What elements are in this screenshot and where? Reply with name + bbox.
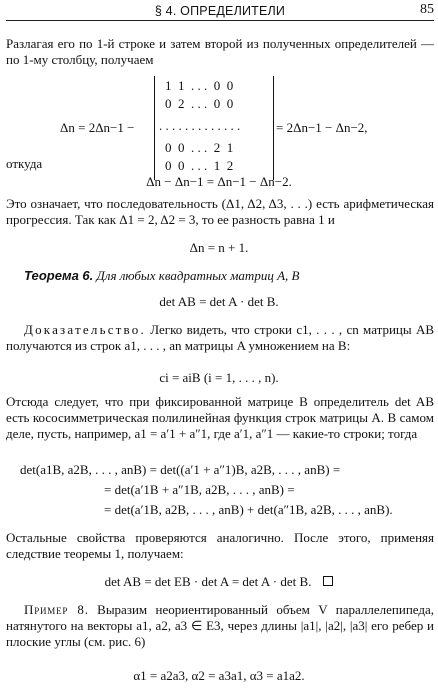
end-of-proof-icon [323,576,333,586]
intro-paragraph: Разлагая его по 1-й строке и затем второй из полученных определителей — по 1-му столбцу, получаем [6,36,434,67]
equation-6-line-1: det(a1B, a2B, . . . , anB) = det((a′1 + a″1)B, a2B, . . . , anB) = [20,462,341,477]
equation-3: Δn = n + 1. [189,240,249,255]
equation-7 [0,574,438,590]
equation-6-line-3: = det(a′1B, a2B, . . . , anB) + det(a″1B, a2B, . . . , anB). [104,502,393,517]
chapter-title: § 4. ОПРЕДЕЛИТЕЛИ [154,4,286,18]
equation-1-left [60,120,134,136]
progression-paragraph: Это означает, что последовательность (Δ1, Δ2, Δ3, . . .) есть арифметическая прогрессия. Так как Δ1 = 2, Δ2 = 3, то ее разность равна 1 и [6,196,434,227]
example-text: Выразим неориентированный объем V параллелепипеда, натянутого на векторы a1, a2, a3 ∈ E3, через длины |a1|, |a2|, |a3| его ребер и плоские углы (см. рис. 6) [6,602,435,649]
matrix-row-3: . . . . . . . . . . . . . [159,118,241,133]
page-number: 85 [420,2,434,17]
matrix-row-2: 0 2 . . . 0 0 [165,96,234,111]
equation-6-line-2: = det(a′1B + a″1B, a2B, . . . , anB) = [104,482,295,497]
matrix-row-4: 0 0 . . . 2 1 [165,140,234,155]
equation-2: Δn − Δn−1 = Δn−1 − Δn−2. [146,174,292,189]
example-label: Пример 8. [24,602,89,617]
fixed-matrix-paragraph: Отсюда следует, что при фиксированной матрице B определитель det AB есть кососимметрическая полилинейная функция строк матрицы A. В самом деле, пусть, например, a1 = a′1 + a″1, где a′1, a″1 — какие-то строки; тогда [6,394,434,441]
theorem-6 [24,268,299,284]
matrix-row-5: 0 0 . . . 1 2 [165,158,234,173]
equation-4: det AB = det A · det B. [159,294,279,309]
matrix-row-1: 1 1 . . . 0 0 [165,78,234,93]
equation-1-left-text: Δn = 2Δn−1 − [60,120,135,135]
equation-7-text: det AB = det EB · det A = det A · det B. [104,574,312,589]
theorem-label: Теорема 6. [24,268,94,283]
proof-paragraph [6,322,434,354]
theorem-text: Для любых квадратных матриц A, B [96,268,300,283]
equation-5: ci = aiB (i = 1, . . . , n). [159,370,279,385]
proof-label: Доказательство. [24,322,146,337]
equation-1-right: = 2Δn−1 − Δn−2, [276,120,368,135]
whence-word: откуда [6,156,43,171]
rest-paragraph: Остальные свойства проверяются аналогично. После этого, применяя следствие теоремы 1, получаем: [6,530,434,561]
equation-8: α1 = a2a3, α2 = a3a1, α3 = a1a2. [133,668,305,683]
example-paragraph [6,602,434,650]
running-header [6,2,434,21]
proof-text: Легко видеть, что строки c1, . . . , cn матрицы AB получаются из строк a1, . . . , an матрицы A умножением на B: [6,322,434,353]
determinant-matrix [154,76,274,180]
